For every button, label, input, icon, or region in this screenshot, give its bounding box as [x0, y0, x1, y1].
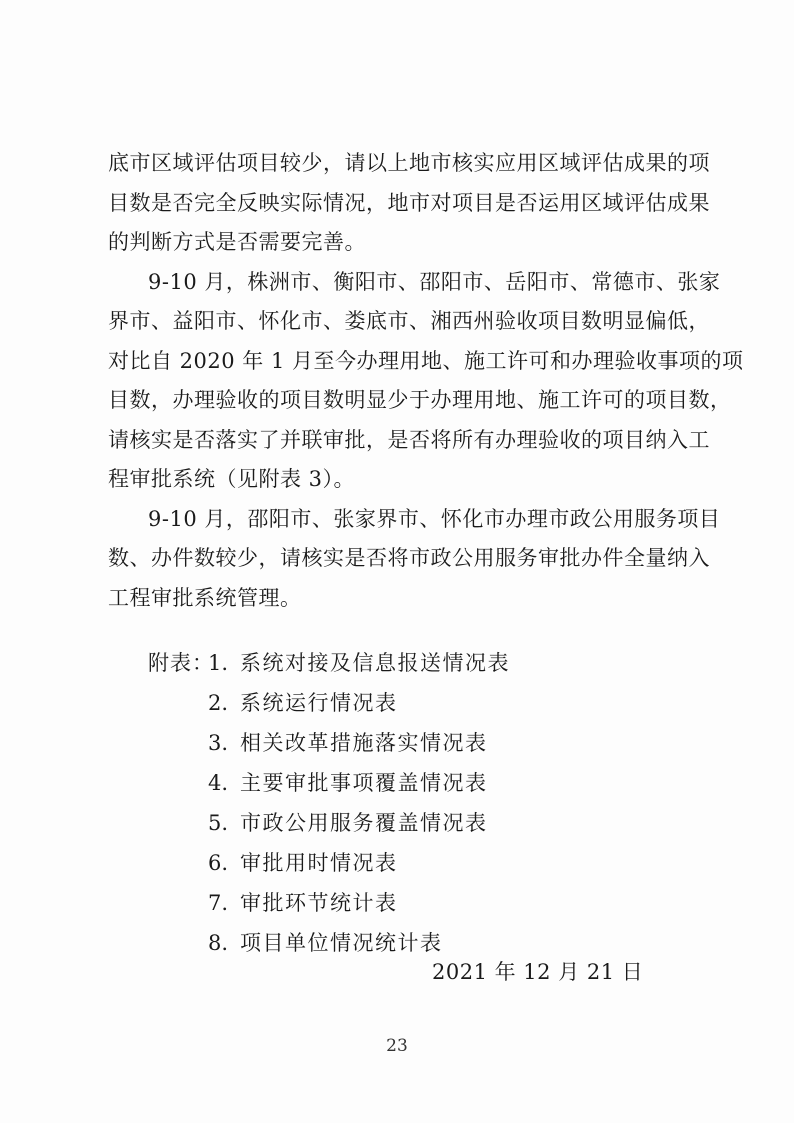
attachment-item [148, 683, 648, 723]
text-line: 9-10 月，邵阳市、张家界市、怀化市办理市政公用服务项目 [148, 506, 721, 531]
text-line: 的判断方式是否需要完善。 [108, 230, 366, 254]
attachment-title: 市政公用服务覆盖情况表 [240, 811, 488, 835]
attachment-title: 系统运行情况表 [240, 691, 398, 715]
text-line: 目数，办理验收的项目数明显少于办理用地、施工许可的项目数， [108, 388, 732, 412]
attachment-title: 审批用时情况表 [240, 851, 398, 875]
text-line: 9-10 月，株洲市、衡阳市、邵阳市、岳阳市、常德市、张家 [148, 269, 721, 294]
text-line: 数、办件数较少，请核实是否将市政公用服务审批办件全量纳入 [108, 546, 710, 570]
attachment-title: 项目单位情况统计表 [240, 931, 443, 955]
attachment-label: 附表： [148, 651, 214, 675]
attachment-item [148, 883, 648, 923]
attachment-number: 5. [208, 811, 229, 835]
attachment-number: 2. [208, 691, 229, 715]
attachment-title: 相关改革措施落实情况表 [240, 731, 488, 755]
attachment-item [148, 843, 648, 883]
text-line: 请核实是否落实了并联审批，是否将所有办理验收的项目纳入工 [108, 427, 710, 452]
attachment-number: 8. [208, 931, 229, 955]
text-line: 底市区域评估项目较少，请以上地市核实应用区域评估成果的项 [108, 151, 710, 175]
attachment-number: 6. [208, 851, 229, 875]
text-line: 界市、益阳市、怀化市、娄底市、湘西州验收项目数明显偏低， [108, 309, 710, 333]
attachment-item [148, 643, 648, 683]
attachment-number: 1. [208, 651, 229, 675]
attachment-list [148, 643, 648, 963]
attachment-number: 4. [208, 771, 229, 795]
attachment-title: 系统对接及信息报送情况表 [240, 651, 510, 675]
text-line: 程审批系统（见附表 3）。 [108, 467, 356, 491]
attachment-number: 7. [208, 891, 229, 915]
paragraph-2 [108, 263, 744, 500]
attachment-item [148, 763, 648, 803]
attachment-title: 主要审批事项覆盖情况表 [240, 771, 488, 795]
text-line: 工程审批系统管理。 [108, 585, 302, 610]
text-line: 对比自 2020 年 1 月至今办理用地、施工许可和办理验收事项的项 [108, 348, 744, 373]
attachment-title: 审批环节统计表 [240, 891, 398, 915]
document-date: 2021 年 12 月 21 日 [432, 960, 644, 984]
page-number: 23 [386, 1036, 408, 1056]
attachment-item [148, 723, 648, 763]
text-line: 目数是否完全反映实际情况，地市对项目是否运用区域评估成果 [108, 190, 710, 215]
paragraph-1 [108, 144, 710, 263]
attachment-item [148, 803, 648, 843]
body-text [108, 144, 744, 618]
paragraph-3 [108, 500, 721, 619]
attachment-number: 3. [208, 731, 229, 755]
